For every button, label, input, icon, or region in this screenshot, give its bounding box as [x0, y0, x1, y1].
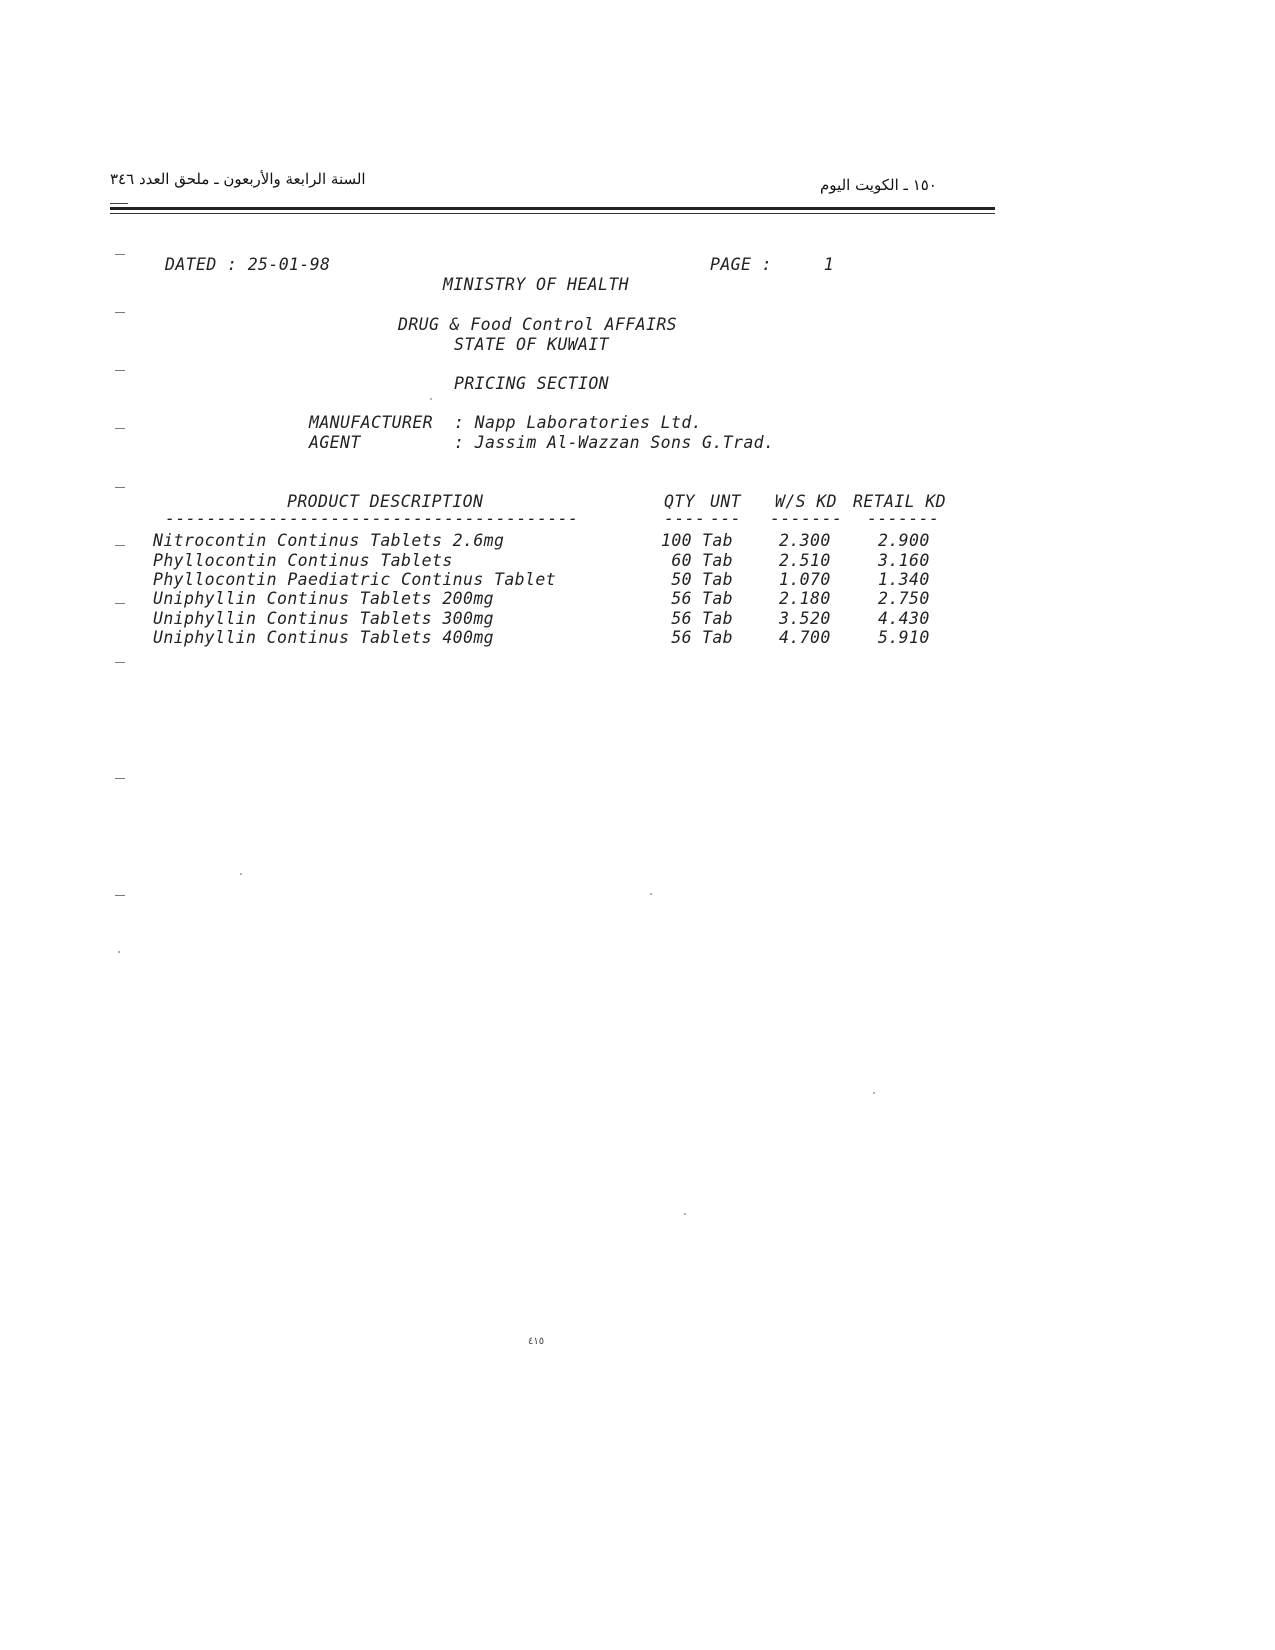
table-cell-description: Nitrocontin Continus Tablets 2.6mg — [153, 531, 505, 550]
table-cell-unit: Tab — [702, 570, 734, 589]
manufacturer-value-line: : Napp Laboratories Ltd. — [454, 413, 703, 432]
table-cell-qty: 56 — [671, 609, 692, 628]
table-cell-description: Phyllocontin Continus Tablets — [153, 551, 453, 570]
table-cell-description: Uniphyllin Continus Tablets 400mg — [153, 628, 495, 647]
manufacturer-value: Napp Laboratories Ltd. — [474, 413, 703, 432]
column-underline-unit: --- — [710, 509, 742, 528]
department-title: DRUG & Food Control AFFAIRS — [398, 315, 678, 334]
column-underline-retail: ------- — [867, 509, 940, 528]
state-title: STATE OF KUWAIT — [454, 335, 610, 354]
header-rule-thick — [110, 207, 995, 210]
ministry-title: MINISTRY OF HEALTH — [443, 275, 630, 294]
page-number: 1 — [823, 255, 835, 274]
table-cell-qty: 56 — [671, 589, 692, 608]
agent-label: AGENT — [309, 433, 361, 452]
page-folio: ٤١٥ — [528, 1336, 545, 1347]
header-rule-stub — [110, 203, 128, 204]
column-underline-qty: ---- — [664, 509, 706, 528]
scan-speck — [430, 398, 432, 400]
page-label: PAGE — [710, 255, 752, 274]
margin-mark — [115, 370, 125, 371]
section-title: PRICING SECTION — [454, 374, 610, 393]
margin-mark — [115, 312, 125, 313]
table-cell-unit: Tab — [702, 628, 734, 647]
table-cell-description: Uniphyllin Continus Tablets 200mg — [153, 589, 495, 608]
table-cell-qty: 50 — [671, 570, 692, 589]
table-cell-qty: 60 — [671, 551, 692, 570]
table-cell-ws: 2.510 — [779, 551, 831, 570]
manufacturer-label: MANUFACTURER — [309, 413, 434, 432]
dated-label: DATED — [165, 255, 217, 274]
margin-mark — [115, 603, 125, 604]
table-cell-unit: Tab — [702, 609, 734, 628]
column-underline-description: ---------------------------------------- — [165, 509, 579, 528]
header-page-journal: ١٥٠ ـ الكويت اليوم — [820, 176, 937, 194]
column-header-description: PRODUCT DESCRIPTION — [287, 492, 484, 511]
column-header-unit: UNT — [710, 492, 742, 511]
table-cell-qty: 56 — [671, 628, 692, 647]
margin-mark — [115, 545, 125, 546]
margin-mark — [115, 428, 125, 429]
agent-value: Jassim Al-Wazzan Sons G.Trad. — [474, 433, 775, 452]
table-cell-ws: 4.700 — [779, 628, 831, 647]
scan-speck — [650, 893, 652, 895]
table-cell-retail: 2.750 — [878, 589, 930, 608]
table-cell-retail: 1.340 — [878, 570, 930, 589]
column-underline-ws: ------- — [770, 509, 843, 528]
table-cell-unit: Tab — [702, 551, 734, 570]
margin-mark — [115, 662, 125, 663]
table-cell-description: Phyllocontin Paediatric Continus Tablet — [153, 570, 557, 589]
scan-speck — [240, 873, 242, 875]
table-cell-ws: 3.520 — [779, 609, 831, 628]
agent-value-line: : Jassim Al-Wazzan Sons G.Trad. — [454, 433, 775, 452]
table-cell-ws: 2.180 — [779, 589, 831, 608]
column-header-qty: QTY — [664, 492, 696, 511]
dated-value: 25-01-98 — [247, 255, 331, 274]
scan-speck — [873, 1092, 875, 1094]
scan-speck — [684, 1213, 686, 1215]
scan-speck — [118, 951, 120, 953]
table-cell-unit: Tab — [702, 589, 734, 608]
column-header-retail: RETAIL KD — [853, 492, 947, 511]
table-cell-retail: 2.900 — [878, 531, 930, 550]
dated-line: DATED : 25-01-98 — [165, 255, 331, 274]
margin-mark — [115, 895, 125, 896]
table-cell-retail: 3.160 — [878, 551, 930, 570]
table-cell-retail: 4.430 — [878, 609, 930, 628]
margin-mark — [115, 487, 125, 488]
header-rule-thin — [110, 213, 995, 214]
margin-mark — [115, 254, 125, 255]
table-cell-retail: 5.910 — [878, 628, 930, 647]
table-cell-ws: 1.070 — [779, 570, 831, 589]
table-cell-description: Uniphyllin Continus Tablets 300mg — [153, 609, 495, 628]
table-cell-unit: Tab — [702, 531, 734, 550]
margin-mark — [115, 778, 125, 779]
header-issue-info: السنة الرابعة والأربعون ـ ملحق العدد ٣٤٦ — [110, 170, 366, 188]
table-cell-ws: 2.300 — [779, 531, 831, 550]
table-cell-qty: 100 — [660, 531, 692, 550]
page-line: PAGE : 1 — [710, 255, 835, 274]
column-header-ws: W/S KD — [775, 492, 838, 511]
